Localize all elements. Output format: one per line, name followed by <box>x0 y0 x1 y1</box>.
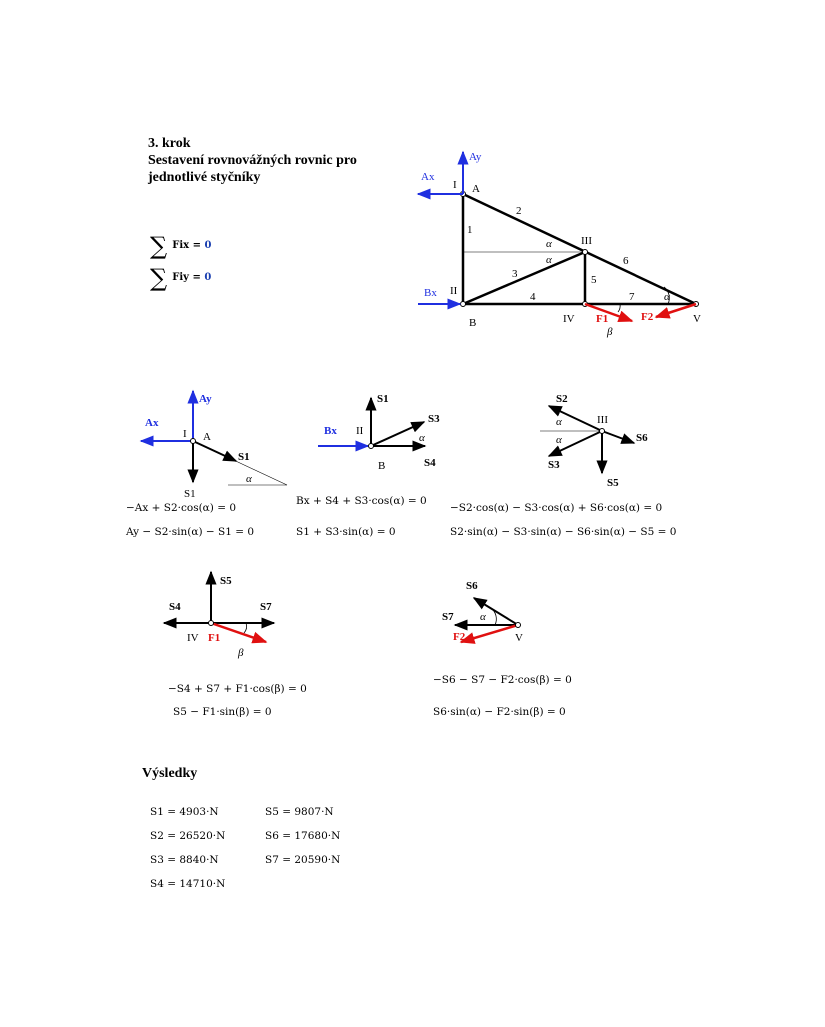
heading-line2: jednotlivé styčníky <box>148 170 261 185</box>
eq-V-1: −S6 − S7 − F2·cos(β) = 0 <box>433 674 572 686</box>
node-I-label: I <box>453 179 457 191</box>
eq-II-1: Bx + S4 + S3·cos(α) = 0 <box>296 495 427 507</box>
fbd-I-point: A <box>203 431 211 443</box>
fbd-I-node: I <box>183 428 187 440</box>
sum-fix-text: Fix <box>172 240 190 251</box>
fbd-III-alpha-top: α <box>556 416 562 428</box>
member-3-label: 3 <box>512 268 518 280</box>
ax-label: Ax <box>421 171 435 183</box>
sum-fiy-text: Fiy <box>172 272 189 283</box>
fbd-V-f2: F2 <box>453 631 466 643</box>
member-4-label: 4 <box>530 291 536 303</box>
fbd-IV-s5: S5 <box>220 575 232 587</box>
fbd-III-node: III <box>597 414 608 426</box>
fbd-II-s3: S3 <box>428 413 440 425</box>
alpha-label: α <box>664 291 670 303</box>
fbd-II-alpha: α <box>419 432 425 444</box>
results-title: Výsledky <box>142 766 198 781</box>
result-s7: S7 = 20590·N <box>265 854 341 866</box>
fbd-V-s6: S6 <box>466 580 478 592</box>
result-s5: S5 = 9807·N <box>265 806 334 818</box>
eq-III-2: S2·sin(α) − S3·sin(α) − S6·sin(α) − S5 = 0 <box>450 526 677 538</box>
node-V-label: V <box>693 313 701 325</box>
fbd-I-ax: Ax <box>145 417 159 429</box>
fbd-node-III <box>540 393 648 489</box>
eq-IV-2: S5 − F1·sin(β) = 0 <box>173 706 272 718</box>
member-6-label: 6 <box>623 255 629 267</box>
f1-label: F1 <box>596 313 609 325</box>
point-B-label: B <box>469 317 477 329</box>
point-A-label: A <box>472 183 480 195</box>
fbd-node-II <box>318 393 440 472</box>
fbd-IV-s7: S7 <box>260 601 272 613</box>
node-IV-label: IV <box>563 313 575 325</box>
fbd-IV-node: IV <box>187 632 199 644</box>
sigma-symbol: ∑ <box>150 264 168 292</box>
node-II-label: II <box>450 285 458 297</box>
sum-fix: ∑ $^{Fix = 0}$ <box>150 232 212 260</box>
fbd-II-node: II <box>356 425 364 437</box>
fbd-III-s5: S5 <box>607 477 619 489</box>
fbd-I-alpha: α <box>246 473 252 485</box>
fbd-III-s3: S3 <box>548 459 560 471</box>
fbd-node-V <box>442 580 523 644</box>
eq-IV-1: −S4 + S7 + F1·cos(β) = 0 <box>168 683 307 695</box>
ay-label: Ay <box>469 151 482 163</box>
eq-II-2: S1 + S3·sin(α) = 0 <box>296 526 396 538</box>
truss-diagram <box>418 152 699 321</box>
eq-V-2: S6·sin(α) − F2·sin(β) = 0 <box>433 706 566 718</box>
fbd-IV-beta: β <box>238 647 244 659</box>
member-7-label: 7 <box>629 291 635 303</box>
fbd-I-s1-right: S1 <box>238 451 250 463</box>
fbd-node-IV <box>164 572 274 659</box>
sum-fiy: ∑ $^{Fiy = 0}$ <box>150 264 212 292</box>
fbd-II-s4: S4 <box>424 457 436 469</box>
result-s4: S4 = 14710·N <box>150 878 226 890</box>
eq-I-1: −Ax + S2·cos(α) = 0 <box>126 502 237 514</box>
fbd-V-alpha: α <box>480 611 486 623</box>
beta-label: β <box>607 326 613 338</box>
result-s3: S3 = 8840·N <box>150 854 219 866</box>
member-5-label: 5 <box>591 274 597 286</box>
fbd-V-node: V <box>515 632 523 644</box>
fbd-III-s6: S6 <box>636 432 648 444</box>
fbd-V-s7: S7 <box>442 611 454 623</box>
alpha-label: α <box>546 254 552 266</box>
fbd-III-s2: S2 <box>556 393 568 405</box>
fbd-IV-f1: F1 <box>208 632 221 644</box>
result-s2: S2 = 26520·N <box>150 830 226 842</box>
bx-label: Bx <box>424 287 437 299</box>
member-2-label: 2 <box>516 205 522 217</box>
fbd-I-s1-down: S1 <box>184 488 196 500</box>
eq-I-2: Ay − S2·sin(α) − S1 = 0 <box>126 526 255 538</box>
node-III-label: III <box>581 235 592 247</box>
fbd-III-alpha-bot: α <box>556 434 562 446</box>
fbd-I-ay: Ay <box>199 393 212 405</box>
fbd-node-I <box>141 391 287 500</box>
fbd-IV-s4: S4 <box>169 601 181 613</box>
alpha-label: α <box>546 238 552 250</box>
f2-label: F2 <box>641 311 654 323</box>
sigma-symbol: ∑ <box>150 232 168 260</box>
result-s1: S1 = 4903·N <box>150 806 219 818</box>
result-s6: S6 = 17680·N <box>265 830 341 842</box>
eq-III-1: −S2·cos(α) − S3·cos(α) + S6·cos(α) = 0 <box>450 502 663 514</box>
fbd-II-bx: Bx <box>324 425 337 437</box>
fbd-II-s1: S1 <box>377 393 389 405</box>
step-label: 3. krok <box>148 136 191 151</box>
heading-line1: Sestavení rovnovážných rovnic pro <box>148 153 357 168</box>
fbd-II-point: B <box>378 460 386 472</box>
member-1-label: 1 <box>467 224 473 236</box>
